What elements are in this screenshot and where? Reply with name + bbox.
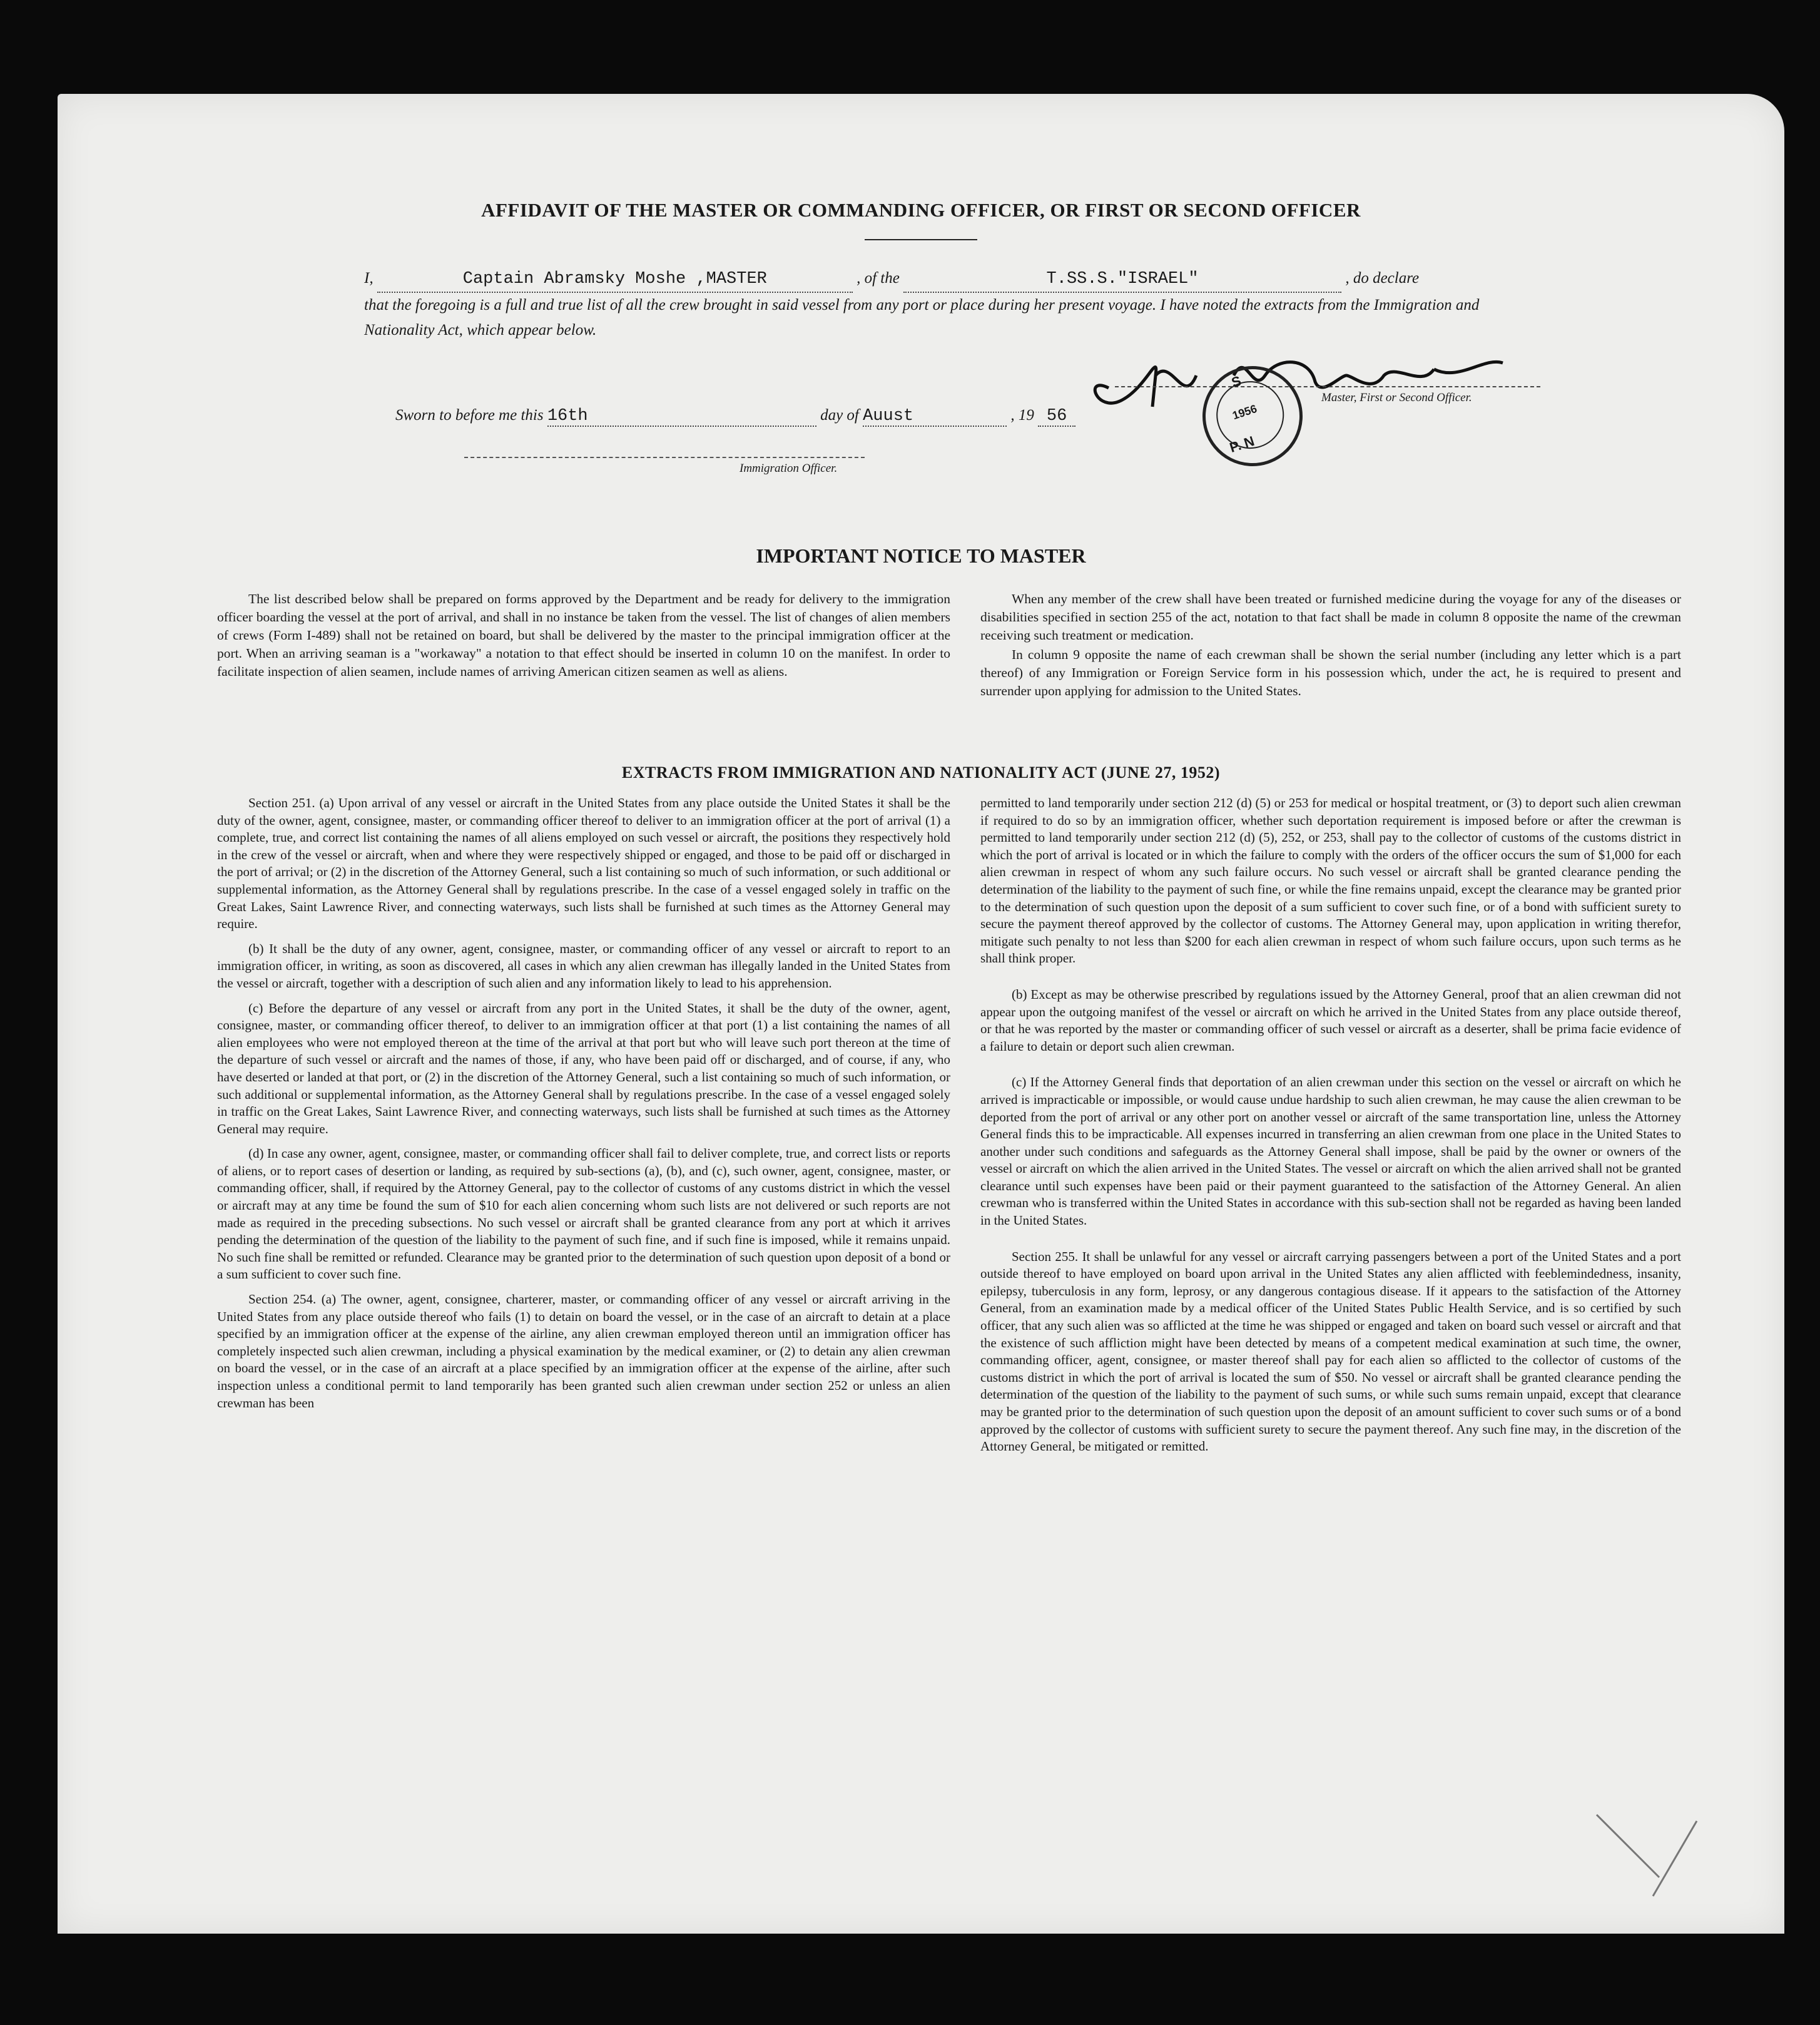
affidavit-title: AFFIDAVIT OF THE MASTER OR COMMANDING OFFICER, OR FIRST OR SECOND OFFICER <box>481 199 1361 221</box>
section-254-a: Section 254. (a) The owner, agent, consignee, charterer, master, or commanding officer of any vessel or aircraft arriving in the United States from any place outside thereof who fails (1) to detain on board the vessel, or in the case of an aircraft to detain at a place specified by an immigration officer at the expense of the airline, any alien crewman employed thereon until an immigration officer has completely inspected such alien crewman, including a physical examination by the medical examiner, or (2) to detain any alien crewman on board the vessel, or in the case of an aircraft at a place specified by an immigration officer at the expense of the airline, after such inspection unless a conditional permit to land temporarily has been granted such alien crewman under section 252 or unless an alien crewman has been <box>217 1292 950 1410</box>
notice-right-text-1: When any member of the crew shall have been treated or furnished medicine during the voyage for any of the diseases or disabilities specified in section 255 of the act, notation to that fact shall be made in column 8 opposite the name of the crewman receiving such treatment or medication. <box>980 591 1681 643</box>
title-rule <box>865 239 977 240</box>
section-251-d: (d) In case any owner, agent, consignee, master, or commanding officer shall fail to deliver complete, true, and correct lists or reports of aliens, or to report cases of desertion or landing, as required by sub-sections (a), (b), and (c), such owner, agent, consignee, master, or commanding officer, shall, if required by the Attorney General, pay to the collector of customs of any customs district in which the vessel or aircraft may at any time be found the sum of $10 for each alien concerning whom such lists are not delivered or such reports are not made as required in the preceding subsections. No such vessel or aircraft shall be granted clearance from any port at which it arrives pending the determination of the question of the liability to the payment of such fine, and if such fine is imposed, while it remains unpaid. No such fine shall be remitted or refunded. Clearance may be granted prior to the determination of such question upon deposit of a bond or a sum sufficient to cover such fine. <box>217 1146 950 1282</box>
section-255: Section 255. It shall be unlawful for any vessel or aircraft carrying passengers between a port of the United States and a port outside thereof to have employed on board upon arrival in the United States any alien afflicted with feeblemindedness, insanity, epilepsy, tuberculosis in any form, leprosy, or any dangerous contagious disease. If it appears to the satisfaction of the Attorney General, from an examination made by a medical officer of the United States Public Health Service, and is so certified by such officer, that any such alien was so afflicted at the time he was shipped or engaged and taken on board such vessel or aircraft and that the existence of such affliction might have been detected by means of a competent medical examination at such time, the owner, commanding officer, agent, consignee, or master thereof shall pay for each alien so afflicted to the collector of customs of the customs district in which the port of arrival is located the sum of $50. No vessel or aircraft shall be granted clearance pending the determination of the question of the liability to the payment of such sums, or while such sums remain unpaid, except that clearance may be granted prior to the determination of such question upon the deposit of an amount sufficient to cover such sums or of a bond approved by the collector of customs with sufficient surety to secure the payment thereof. Any such fine may, in the discretion of the Attorney General, be mitigated or remitted. <box>980 1248 1681 1454</box>
notice-right <box>980 590 1681 708</box>
of-the-label: , of the <box>857 270 900 287</box>
pencil-mark <box>1584 1802 1709 1902</box>
year-field: 56 <box>1038 407 1075 427</box>
document-page <box>58 94 1784 1934</box>
section-254-c: (c) If the Attorney General finds that deportation of an alien crewman under this section on the vessel or aircraft on which he arrived is impracticable or impossible, or would cause undue hardship to such alien crewman, he may cause the alien crewman to be deported from the port of arrival or any other port on another vessel or aircraft of the same transportation line, unless the Attorney General finds this to be impracticable. All expenses incurred in transferring an alien crewman from one place in the United States to another under such conditions and safeguards as the Attorney General shall impose, shall be paid by the owner or owners of the vessel or aircraft on which the alien arrived in the United States. The vessel or aircraft on which the alien arrived shall not be granted clearance until such expenses have been paid or their payment guaranteed to the satisfaction of the Attorney General. An alien crewman who is transferred within the United States in accordance with this sub-section shall not be regarded as having been landed in the United States. <box>980 1074 1681 1228</box>
signature-line <box>1115 386 1540 389</box>
extracts-title: EXTRACTS FROM IMMIGRATION AND NATIONALITY ACT (JUNE 27, 1952) <box>621 763 1221 782</box>
declaration-block <box>364 266 1553 343</box>
stamp-top: S <box>1229 372 1243 390</box>
vessel-name-field: T.SS.S."ISRAEL" <box>903 267 1341 293</box>
notice-right-text-2: In column 9 opposite the name of each crewman shall be shown the serial number (including any letter which is a part thereof) of any Immigration or Foreign Service form in his possession which, under the act, he is required to present and surrender upon applying for admission to the United States. <box>980 647 1681 698</box>
stamp-bottom: P. N <box>1228 432 1256 456</box>
notice-title: IMPORTANT NOTICE TO MASTER <box>756 544 1086 567</box>
sworn-line <box>395 407 1075 427</box>
i-prefix: I, <box>364 270 374 287</box>
notice-left <box>217 590 950 688</box>
declaration-line <box>364 266 1553 293</box>
notice-left-text: The list described below shall be prepared on forms approved by the Department and be ready for delivery to the immigration officer boarding the vessel at the port of arrival, and shall in no instance be taken from the vessel. The list of changes of alien members of crews (Form I-489) shall not be retained on board, but shall be delivered by the master to the principal immigration officer at the port. When an arriving seaman is a "workaway" a notation to that effect should be inserted in column 10 on the manifest. In order to facilitate inspection of alien seamen, include names of arriving American citizen seamen as well as aliens. <box>217 591 950 679</box>
sworn-month-field: Auust <box>863 407 1007 427</box>
do-declare-label: , do declare <box>1345 270 1420 287</box>
extracts-right-column <box>980 795 1681 1463</box>
signature-caption: Master, First or Second Officer. <box>1321 391 1472 404</box>
declaration-text: that the foregoing is a full and true list of all the crew brought in said vessel from any port or place during her present voyage. I have noted the extracts from the Immigration and Nationality Act, which appear below. <box>364 297 1480 339</box>
master-name-field: Captain Abramsky Moshe ,MASTER <box>377 267 853 293</box>
officer-caption: Immigration Officer. <box>740 462 838 475</box>
section-254-a-cont: permitted to land temporarily under section 212 (d) (5) or 253 for medical or hospital treatment, or (3) to deport such alien crewman if required to do so by an immigration officer, whether such deportation requirement is imposed before or after the crewman is permitted to land temporarily under section 212 (d) (5), 252, or 253, shall pay to the collector of customs of the customs district in which the port of arrival is located or in which the failure to comply with the orders of the officer occurs the sum of $1,000 for each alien crewman in respect of whom any such failure occurs. No such vessel or aircraft shall be granted clearance pending the determination of the liability to the payment of such fine, or while the fine remains unpaid, except the clearance may be granted prior to the determination of such question upon the deposit of a sum sufficient to cover such fine, or of a bond with sufficient surety to secure the payment thereof approved by the collector of customs. The Attorney General may, upon application in writing therefor, mitigate such penalty to not less than $200 for each alien crewman in respect of whom such failure occurs, upon such terms as he shall think proper. <box>980 795 1681 966</box>
extracts-left-column <box>217 795 950 1419</box>
section-251-b: (b) It shall be the duty of any owner, agent, consignee, master, or commanding officer of any vessel or aircraft to report to an immigration officer, in writing, as soon as discovered, all cases in which any alien crewman has illegally landed in the United States from the vessel or aircraft, together with a description of such alien and any information likely to lead to his apprehension. <box>217 941 950 991</box>
section-254-b: (b) Except as may be otherwise prescribed by regulations issued by the Attorney General, proof that an alien crewman did not appear upon the outgoing manifest of the vessel or aircraft on which he arrived in the United States from any place outside thereof, or that he was reported by the master or commanding officer of such vessel or aircraft as a deserter, shall be prima facie evidence of a failure to detain or deport such alien crewman. <box>980 986 1681 1054</box>
section-251-c: (c) Before the departure of any vessel or aircraft from any port in the United States, it shall be the duty of the owner, agent, consignee, master, or commanding officer thereof, to deliver to an immigration officer at that port (1) a list containing the names of all alien employees who were not employed thereon at the time of the arrival at that port but who will leave such port thereon at the time of the departure of such vessel or aircraft and the names of those, if any, who have been paid off or discharged, and of course, if any, who have deserted or landed at that port, or (2) in the discretion of the Attorney General, such a list containing so much of such information, or such additional or supplemental information, as the Attorney General shall by regulations prescribe. In the case of a vessel engaged solely in traffic on the Great Lakes, Saint Lawrence River, and connecting waterways, such lists shall be furnished at such times as the Attorney General may require. <box>217 1000 950 1136</box>
year-prefix: , 19 <box>1010 407 1034 424</box>
sworn-prefix: Sworn to before me this <box>395 407 544 424</box>
section-251-a: Section 251. (a) Upon arrival of any vessel or aircraft in the United States from any place outside the United States it shall be the duty of the owner, agent, consignee, master, or commanding officer thereof to deliver to an immigration officer at the port of arrival (1) a complete, true, and correct list containing the names of all aliens employed on such vessel or aircraft, the positions they respectively hold in the crew of the vessel or aircraft, when and where they were respectively shipped or engaged, and those to be paid off or discharged in the port of arrival; or (2) in the discretion of the Attorney General, such a list containing so much of such information, or such additional or supplemental information, as the Attorney General shall by regulations prescribe. In the case of a vessel engaged solely in traffic on the Great Lakes, Saint Lawrence River, and connecting waterways, such lists shall be furnished at such times as the Attorney General may require. <box>217 795 950 932</box>
stamp-middle: 1956 <box>1231 402 1259 422</box>
day-of-label: day of <box>820 407 859 424</box>
sworn-day-field: 16th <box>547 407 816 427</box>
officer-signature-line <box>464 457 865 459</box>
